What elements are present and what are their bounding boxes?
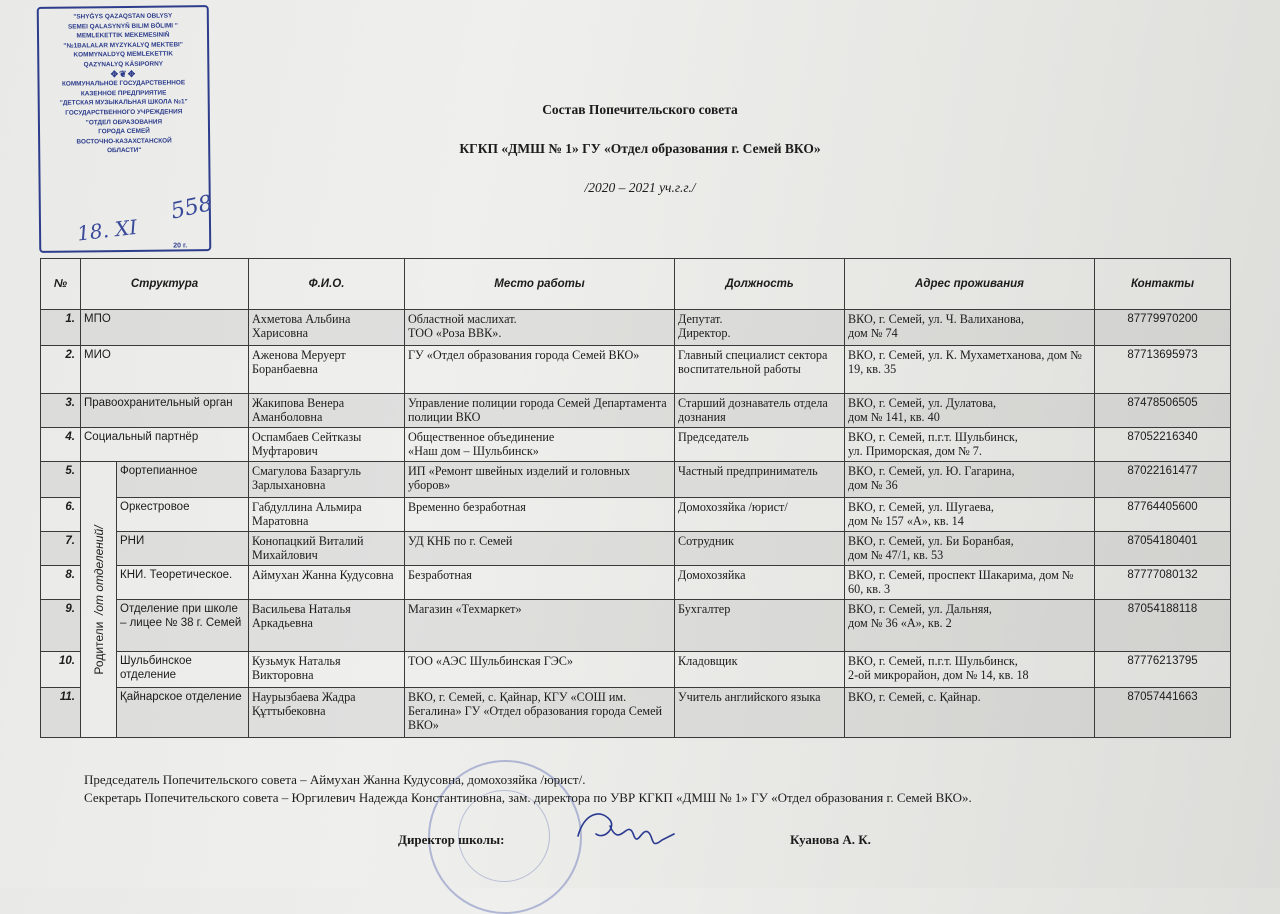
table-row	[41, 394, 1231, 428]
row-number: 7.	[41, 532, 81, 566]
table-row	[41, 532, 1231, 566]
structure-cell: МИО	[81, 346, 249, 394]
workplace-cell: Управление полиции города Семей Департамента полиции ВКО	[405, 394, 675, 428]
stamp-line: ГОРОДА СЕМЕЙ	[98, 127, 150, 136]
header-contacts: Контакты	[1095, 259, 1231, 310]
board-members-table	[40, 258, 1231, 738]
address-cell: ВКО, г. Семей, п.г.т. Шульбинск, ул. Приморская, дом № 7.	[845, 428, 1095, 462]
stamp-line: "ОТДЕЛ ОБРАЗОВАНИЯ	[85, 118, 163, 126]
workplace-cell: УД КНБ по г. Семей	[405, 532, 675, 566]
row-number: 5.	[41, 462, 81, 498]
structure-cell: МПО	[81, 310, 249, 346]
stamp-line: ОБЛАСТИ"	[107, 147, 142, 155]
contacts-cell: 87054180401	[1095, 532, 1231, 566]
workplace-cell: Магазин «Техмаркет»	[405, 600, 675, 652]
structure-cell: Шульбинское отделение	[117, 652, 249, 688]
address-cell: ВКО, г. Семей, проспект Шакарима, дом № 60, кв. 3	[845, 566, 1095, 600]
header-structure: Структура	[81, 259, 249, 310]
workplace-cell: ВКО, г. Семей, с. Қайнар, КГУ «СОШ им. Бегалина» ГУ «Отдел образования города Семей ВКО»	[405, 688, 675, 738]
structure-cell: Оркестровое	[117, 498, 249, 532]
row-number: 9.	[41, 600, 81, 652]
fio-cell: Аймухан Жанна Кудусовна	[249, 566, 405, 600]
stamp-line: КОММУНАЛЬНОЕ ГОСУДАРСТВЕННОЕ	[61, 79, 186, 88]
contacts-cell: 87764405600	[1095, 498, 1231, 532]
structure-cell: Қайнарское отделение	[117, 688, 249, 738]
parents-label-text	[92, 525, 106, 674]
header-address: Адрес проживания	[845, 259, 1095, 310]
workplace-cell: Общественное объединение «Наш дом – Шульбинск»	[405, 428, 675, 462]
parents-label-sub: /от отделений/	[91, 524, 106, 615]
table-header-row	[41, 259, 1231, 310]
position-cell: Старший дознаватель отдела дознания	[675, 394, 845, 428]
position-cell: Председатель	[675, 428, 845, 462]
fio-cell: Ахметова Альбина Харисовна	[249, 310, 405, 346]
header-workplace: Место работы	[405, 259, 675, 310]
row-number: 11.	[41, 688, 81, 738]
fio-cell: Кузьмук Наталья Викторовна	[249, 652, 405, 688]
fio-cell: Наурызбаева Жадра Құттыбековна	[249, 688, 405, 738]
fio-cell: Васильева Наталья Аркадьевна	[249, 600, 405, 652]
stamp-line: MEMLEKETTIK MEKEMESINIŇ	[76, 31, 170, 40]
header-fio: Ф.И.О.	[249, 259, 405, 310]
contacts-cell: 87057441663	[1095, 688, 1231, 738]
address-cell: ВКО, г. Семей, ул. Би Боранбая, дом № 47/1, кв. 53	[845, 532, 1095, 566]
position-cell: Учитель английского языка	[675, 688, 845, 738]
row-number: 8.	[41, 566, 81, 600]
address-cell: ВКО, г. Семей, ул. Дулатова, дом № 141, кв. 40	[845, 394, 1095, 428]
position-cell: Домохозяйка /юрист/	[675, 498, 845, 532]
header-position: Должность	[675, 259, 845, 310]
workplace-cell: Областной маслихат. ТОО «Роза ВВК».	[405, 310, 675, 346]
parents-label: Родители	[91, 621, 106, 675]
academic-period: /2020 – 2021 уч.г.г./	[584, 180, 696, 195]
structure-cell: Фортепианное	[117, 462, 249, 498]
address-cell: ВКО, г. Семей, ул. Ч. Валиханова, дом № 74	[845, 310, 1095, 346]
position-cell: Депутат. Директор.	[675, 310, 845, 346]
fio-cell: Конопацкий Виталий Михайлович	[249, 532, 405, 566]
workplace-cell: Временно безработная	[405, 498, 675, 532]
parents-group-label	[81, 462, 117, 738]
fio-cell: Аженова Меруерт Боранбаевна	[249, 346, 405, 394]
secretary-line: Секретарь Попечительского совета – Юргилевич Надежда Константиновна, зам. директора по УВР КГКП «ДМШ № 1» ГУ «Отдел образования г. Семей ВКО».	[84, 790, 972, 805]
address-cell: ВКО, г. Семей, ул. Шугаева, дом № 157 «А», кв. 14	[845, 498, 1095, 532]
document-subtitle: КГКП «ДМШ № 1» ГУ «Отдел образования г. Семей ВКО»	[459, 141, 821, 156]
table-row	[41, 652, 1231, 688]
stamp-line: "№1BALALAR MYZYKALYQ MEKTEBI"	[63, 41, 183, 50]
director-name: Куанова А. К.	[790, 832, 871, 847]
contacts-cell: 87713695973	[1095, 346, 1231, 394]
row-number: 6.	[41, 498, 81, 532]
fio-cell: Жакипова Венера Аманболовна	[249, 394, 405, 428]
stamp-line: KOMMYNALDYQ MEMLEKETTIK	[73, 50, 173, 59]
position-cell: Домохозяйка	[675, 566, 845, 600]
director-label: Директор школы:	[398, 832, 505, 847]
stamp-line: КАЗЕННОЕ ПРЕДПРИЯТИЕ	[80, 89, 167, 98]
header-num: №	[41, 259, 81, 310]
stamp-line: ГОСУДАРСТВЕННОГО УЧРЕЖДЕНИЯ	[65, 108, 183, 117]
contacts-cell: 87054188118	[1095, 600, 1231, 652]
stamp-line: ВОСТОЧНО-КАЗАХСТАНСКОЙ	[76, 137, 172, 146]
table-row	[41, 462, 1231, 498]
stamp-line: "ДЕТСКАЯ МУЗЫКАЛЬНАЯ ШКОЛА №1"	[59, 98, 188, 108]
workplace-cell: ТОО «АЭС Шульбинская ГЭС»	[405, 652, 675, 688]
institution-stamp	[37, 5, 215, 253]
table-row	[41, 498, 1231, 532]
contacts-cell: 87779970200	[1095, 310, 1231, 346]
workplace-cell: ИП «Ремонт швейных изделий и головных уборов»	[405, 462, 675, 498]
table-row	[41, 566, 1231, 600]
position-cell: Бухгалтер	[675, 600, 845, 652]
stamp-line: QAZYNALYQ KÄSIPORNY	[83, 60, 164, 69]
row-number: 10.	[41, 652, 81, 688]
stamp-line: "SHYĞYS QAZAQSTAN OBLYSY	[73, 12, 173, 21]
contacts-cell: 87022161477	[1095, 462, 1231, 498]
position-cell: Частный предприниматель	[675, 462, 845, 498]
position-cell: Сотрудник	[675, 532, 845, 566]
structure-cell: РНИ	[117, 532, 249, 566]
chairman-line: Председатель Попечительского совета – Аймухан Жанна Кудусовна, домохозяйка /юрист/.	[84, 772, 586, 787]
row-number: 3.	[41, 394, 81, 428]
stamp-line: SEMEI QALASYNYŇ BILIM BÖLIMI "	[67, 22, 178, 31]
address-cell: ВКО, г. Семей, ул. Ю. Гагарина, дом № 36	[845, 462, 1095, 498]
document-title: Состав Попечительского совета	[542, 102, 738, 117]
fio-cell: Смагулова Базаргуль Зарлыхановна	[249, 462, 405, 498]
structure-cell: Социальный партнёр	[81, 428, 249, 462]
workplace-cell: ГУ «Отдел образования города Семей ВКО»	[405, 346, 675, 394]
address-cell: ВКО, г. Семей, п.г.т. Шульбинск, 2-ой микрорайон, дом № 14, кв. 18	[845, 652, 1095, 688]
fio-cell: Оспамбаев Сейтказы Муфтарович	[249, 428, 405, 462]
table-row	[41, 600, 1231, 652]
row-number: 2.	[41, 346, 81, 394]
table-row	[41, 428, 1231, 462]
table-row	[41, 688, 1231, 738]
table-row	[41, 346, 1231, 394]
contacts-cell: 87052216340	[1095, 428, 1231, 462]
contacts-cell: 87777080132	[1095, 566, 1231, 600]
structure-cell: Отделение при школе – лицее № 38 г. Семей	[117, 600, 249, 652]
address-cell: ВКО, г. Семей, с. Қайнар.	[845, 688, 1095, 738]
stamp-year: 20 г.	[173, 242, 188, 250]
stamp-date: 18. XI	[75, 214, 139, 246]
contacts-cell: 87776213795	[1095, 652, 1231, 688]
position-cell: Главный специалист сектора воспитательной работы	[675, 346, 845, 394]
fio-cell: Габдуллина Альмира Маратовна	[249, 498, 405, 532]
contacts-cell: 87478506505	[1095, 394, 1231, 428]
address-cell: ВКО, г. Семей, ул. К. Мухаметханова, дом № 19, кв. 35	[845, 346, 1095, 394]
address-cell: ВКО, г. Семей, ул. Дальняя, дом № 36 «А», кв. 2	[845, 600, 1095, 652]
stamp-registration-number: 558	[168, 191, 215, 225]
structure-cell: КНИ. Теоретическое.	[117, 566, 249, 600]
structure-cell: Правоохранительный орган	[81, 394, 249, 428]
position-cell: Кладовщик	[675, 652, 845, 688]
table-row	[41, 310, 1231, 346]
stamp-ornament: ✥❦✥	[110, 68, 137, 79]
row-number: 4.	[41, 428, 81, 462]
workplace-cell: Безработная	[405, 566, 675, 600]
director-signature	[570, 806, 680, 856]
row-number: 1.	[41, 310, 81, 346]
